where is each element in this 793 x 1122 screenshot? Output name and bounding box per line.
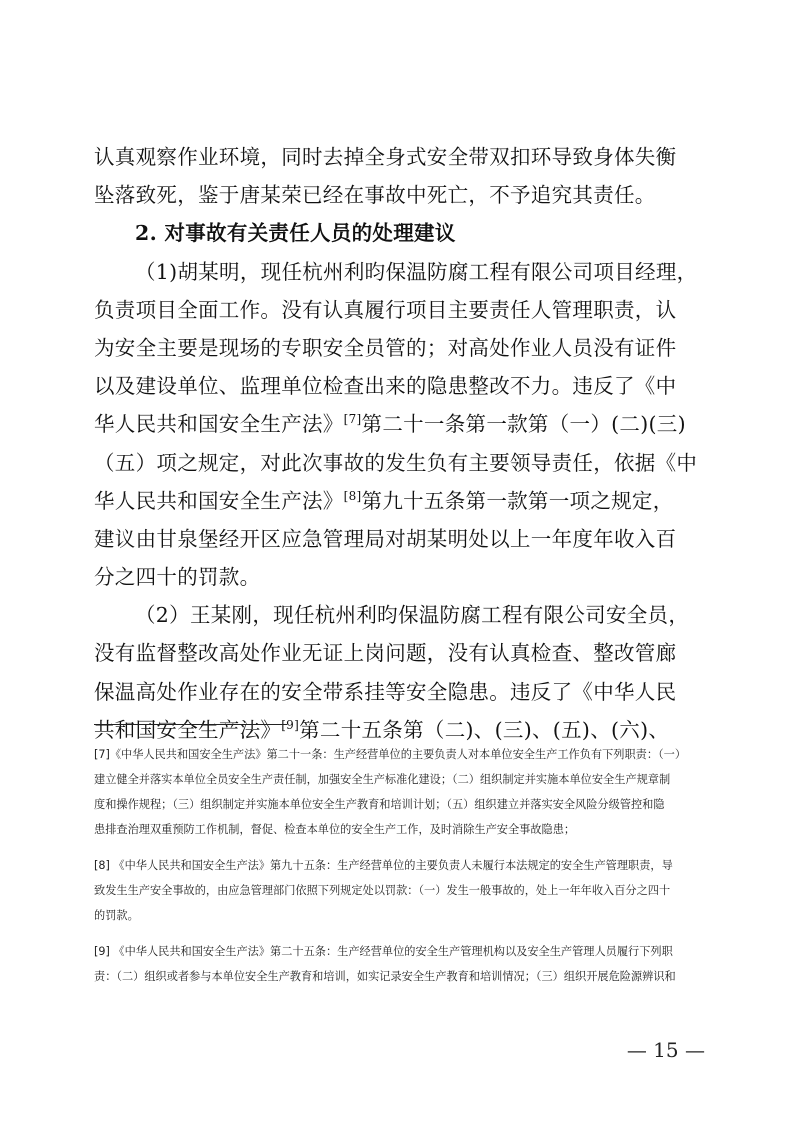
text-line: （1)胡某明，现任杭州利昀保温防腐工程有限公司项目经理， (135, 259, 698, 284)
footnote-7 (94, 742, 706, 842)
footnote-line: 建立健全并落实本单位全员安全生产责任制，加强安全生产标准化建设；（二）组织制定并实施本单位安全生产规章制 (94, 773, 671, 786)
footnote-line: 的罚款。 (94, 909, 139, 922)
body-text (94, 138, 704, 749)
footnote-divider (94, 724, 287, 725)
text-line: 负责项目全面工作。没有认真履行项目主要责任人管理职责，认 (94, 297, 677, 322)
footnote-line: 责：（二）组织或者参与本单位安全生产教育和培训，如实记录安全生产教育和培训情况；（三）组织开展危险源辨识和 (94, 970, 676, 983)
text-line: 建议由甘泉堡经开区应急管理局对胡某明处以上一年度年收入百 (94, 526, 677, 551)
text-line: 为安全主要是现场的专职安全员管的；对高处作业人员没有证件 (94, 335, 677, 360)
text-segment: 华人民共和国安全生产法》 (94, 488, 344, 513)
text-segment: 共和国安全生产法》 (94, 717, 282, 742)
footnote-8 (94, 853, 706, 928)
footnote-line: [7]《中华人民共和国安全生产法》第二十一条：生产经营单位的主要负责人对本单位安全生产工作负有下列职责：（一） (94, 748, 687, 761)
footnote-line: [8] 《中华人民共和国安全生产法》第九十五条：生产经营单位的主要负责人未履行本法规定的安全生产管理职责，导 (94, 859, 673, 872)
section-heading: 2. 对事故有关责任人员的处理建议 (135, 221, 456, 246)
text-line: 坠落致死，鉴于唐某荣已经在事故中死亡，不予追究其责任。 (94, 183, 656, 208)
text-line: 没有监督整改高处作业无证上岗问题，没有认真检查、整改管廊 (94, 641, 677, 666)
footnote-line: [9] 《中华人民共和国安全生产法》第二十五条：生产经营单位的安全生产管理机构以及安全生产管理人员履行下列职 (94, 945, 673, 958)
text-line: 以及建设单位、监理单位检查出来的隐患整改不力。违反了《中 (94, 374, 677, 399)
text-line (94, 405, 704, 443)
text-segment: 第二十一条第一款第（一）(二)(三) (361, 412, 686, 437)
text-line: （五）项之规定，对此次事故的发生负有主要领导责任，依据《中 (94, 450, 698, 475)
text-line (94, 482, 704, 520)
text-line: （2）王某刚，现任杭州利昀保温防腐工程有限公司安全员， (135, 603, 690, 628)
footnote-9 (94, 939, 706, 989)
footnote-line: 度和操作规程；（三）组织制定并实施本单位安全生产教育和培训计划；（五）组织建立并落实安全风险分级管控和隐 (94, 798, 665, 811)
page-number: — 15 — (626, 1038, 705, 1062)
footnote-ref-7[interactable]: [7] (343, 412, 362, 427)
text-line: 分之四十的罚款。 (94, 565, 261, 590)
footnote-ref-9[interactable]: [9] (281, 717, 300, 732)
footnote-line: 致发生生产安全事故的，由应急管理部门依照下列规定处以罚款：（一）发生一般事故的，处上一年年收入百分之四十 (94, 884, 671, 897)
text-line: 认真观察作业环境，同时去掉全身式安全带双扣环导致身体失衡 (94, 145, 677, 169)
text-line: 保温高处作业存在的安全带系挂等安全隐患。违反了《中华人民 (94, 679, 677, 704)
text-segment: 第九十五条第一款第一项之规定， (361, 488, 674, 513)
text-segment: 第二十五条第（二)、(三)、(五)、(六)、 (299, 717, 670, 742)
footnote-ref-8[interactable]: [8] (343, 488, 362, 503)
footnote-line: 患排查治理双重预防工作机制，督促、检查本单位的安全生产工作，及时消除生产安全事故隐患； (94, 823, 576, 836)
footnotes (94, 742, 706, 989)
text-segment: 华人民共和国安全生产法》 (94, 412, 344, 437)
